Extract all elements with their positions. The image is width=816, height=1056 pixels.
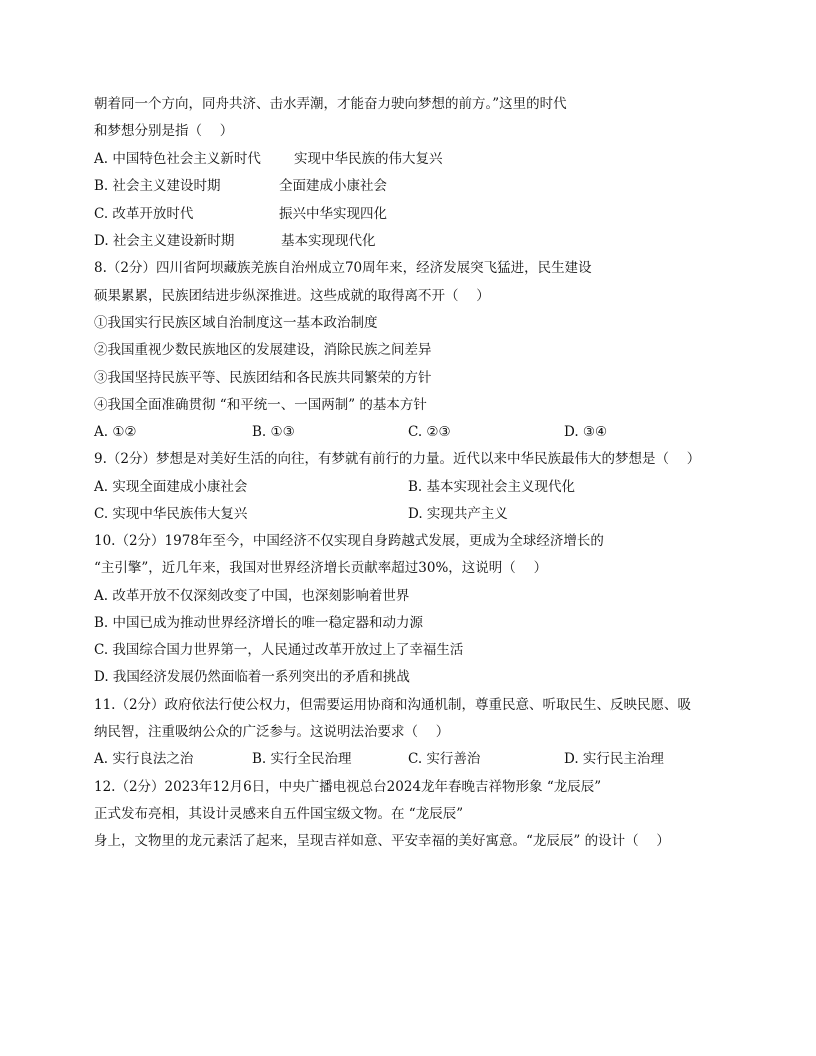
q8-item-2: ②我国重视少数民族地区的发展建设，消除民族之间差异 (94, 342, 432, 358)
q8-line-1: 8.（2分）四川省阿坝藏族羌族自治州成立70周年来，经济发展突飞猛进，民生建设 (94, 260, 592, 276)
q11-line-1: 11.（2分）政府依法行使公权力，但需要运用协商和沟通机制，尊重民意、听取民生、反映民愿、吸 (94, 697, 692, 713)
q7-option-a: A. 中国特色社会主义新时代 (94, 151, 261, 167)
q10-option-c: C. 我国综合国力世界第一，人民通过改革开放过上了幸福生活 (94, 642, 464, 658)
q9-option-b: B. 基本实现社会主义现代化 (408, 479, 576, 495)
q8-option-d: D. ③④ (564, 424, 608, 440)
q12-line-2: 正式发布亮相，其设计灵感来自五件国宝级文物。在 “龙辰辰” (94, 806, 464, 822)
q8-item-1: ①我国实行民族区域自治制度这一基本政治制度 (94, 315, 378, 331)
q7-option-d: D. 社会主义建设新时期 (94, 233, 235, 249)
q9-line-1: 9.（2分）梦想是对美好生活的向往，有梦就有前行的力量。近代以来中华民族最伟大的梦想是（ ） (94, 451, 701, 467)
q8-option-c: C. ②③ (408, 424, 451, 440)
q12-line-3: 身上，文物里的龙元素活了起来，呈现吉祥如意、平安幸福的美好寓意。“龙辰辰” 的设计（ ） (94, 833, 670, 849)
q9-option-c: C. 实现中华民族伟大复兴 (94, 506, 248, 522)
q12-line-1: 12.（2分）2023年12月6日，中央广播电视总台2024龙年春晚吉祥物形象 “龙辰辰” (94, 779, 602, 795)
q11-option-c: C. 实行善治 (408, 751, 481, 767)
q7-option-a-text: 实现中华民族的伟大复兴 (294, 151, 443, 167)
q9-option-d: D. 实现共产主义 (408, 506, 508, 522)
q9-option-a: A. 实现全面建成小康社会 (94, 479, 248, 495)
q7-option-d-text: 基本实现现代化 (281, 233, 376, 249)
q8-item-4: ④我国全面准确贯彻 “和平统一、一国两制” 的基本方针 (94, 397, 427, 413)
q7-line-1: 朝着同一个方向，同舟共济、击水弄潮，才能奋力驶向梦想的前方。”这里的时代 (94, 96, 567, 112)
q8-item-3: ③我国坚持民族平等、民族团结和各民族共同繁荣的方针 (94, 370, 432, 386)
q11-option-a: A. 实行良法之治 (94, 751, 194, 767)
q8-line-2: 硕果累累，民族团结进步纵深推进。这些成就的取得离不开（ ） (94, 288, 490, 304)
q10-option-d: D. 我国经济发展仍然面临着一系列突出的矛盾和挑战 (94, 669, 410, 685)
q11-option-b: B. 实行全民治理 (252, 751, 352, 767)
q8-option-b: B. ①③ (252, 424, 295, 440)
q7-option-b-text: 全面建成小康社会 (279, 178, 387, 194)
q7-option-c-text: 振兴中华实现四化 (279, 206, 387, 222)
q7-option-b: B. 社会主义建设时期 (94, 178, 221, 194)
q10-line-1: 10.（2分）1978年至今，中国经济不仅实现自身跨越式发展，更成为全球经济增长的 (94, 533, 604, 549)
q7-line-2: 和梦想分别是指（ ） (94, 123, 234, 139)
q10-line-2: “主引擎”，近几年来，我国对世界经济增长贡献率超过30%，这说明（ ） (94, 560, 548, 576)
q10-option-a: A. 改革开放不仅深刻改变了中国，也深刻影响着世界 (94, 588, 410, 604)
q10-option-b: B. 中国已成为推动世界经济增长的唯一稳定器和动力源 (94, 615, 424, 631)
q11-option-d: D. 实行民主治理 (564, 751, 664, 767)
q8-option-a: A. ①② (94, 424, 137, 440)
q7-option-c: C. 改革开放时代 (94, 206, 194, 222)
q11-line-2: 纳民智，注重吸纳公众的广泛参与。这说明法治要求（ ） (94, 724, 450, 740)
